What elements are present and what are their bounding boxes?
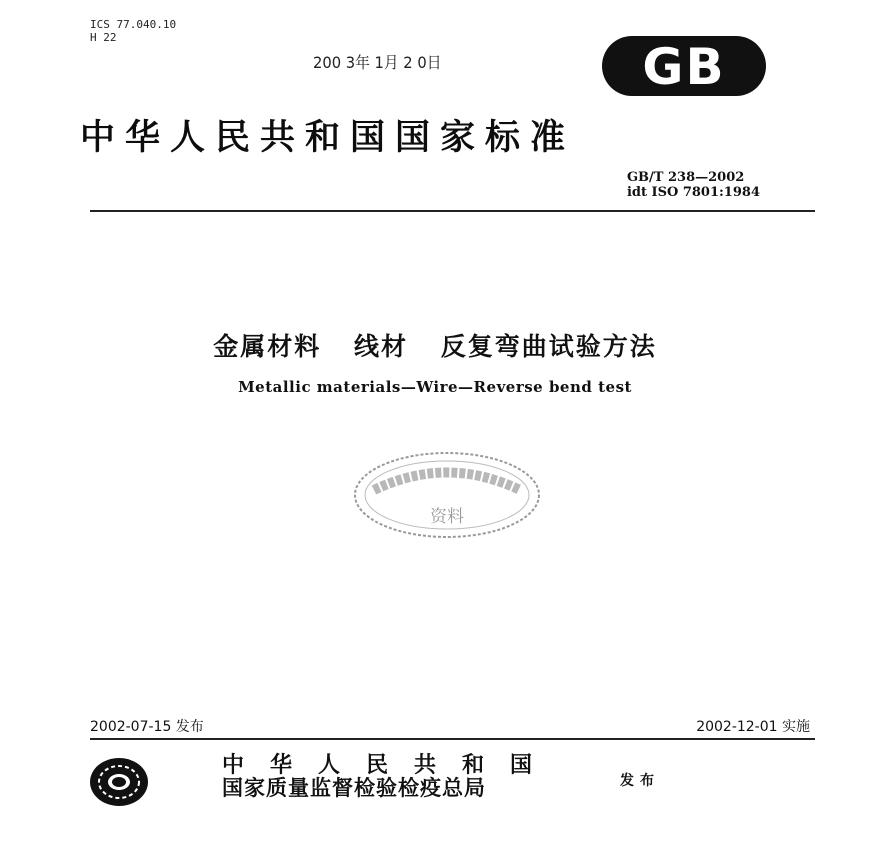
standard-code: GB/T 238—2002 xyxy=(626,170,745,185)
document-title-cn: 金属材料 线材 反复弯曲试验方法 xyxy=(213,332,657,361)
issuer-agency: 国家质量监督检验检疫总局 xyxy=(222,776,486,800)
ics-code-block xyxy=(90,18,176,44)
h-code: H 22 xyxy=(90,31,117,44)
stamp-date: 200 3年 1月 2 0日 xyxy=(313,53,442,72)
gb-logo-text: GB xyxy=(642,38,726,96)
standard-code-block xyxy=(627,170,760,200)
library-seal xyxy=(352,450,542,540)
national-standard-title: 中华人民共和国国家标准 xyxy=(80,118,576,158)
top-divider xyxy=(90,210,815,212)
issuer-country: 中华人民共和国 xyxy=(222,753,559,778)
publish-date: 2002-07-15 发布 xyxy=(90,719,204,735)
aqsiq-emblem-icon xyxy=(88,756,150,808)
ics-code: ICS 77.040.10 xyxy=(90,18,177,31)
issue-word: 发布 xyxy=(620,773,660,789)
idt-code: idt ISO 7801:1984 xyxy=(626,185,760,200)
gb-logo xyxy=(600,34,768,98)
effective-date: 2002-12-01 实施 xyxy=(696,719,810,735)
seal-text: 资料 xyxy=(430,507,464,527)
bottom-divider xyxy=(90,738,815,740)
document-title-en: Metallic materials—Wire—Reverse bend test xyxy=(238,378,632,396)
